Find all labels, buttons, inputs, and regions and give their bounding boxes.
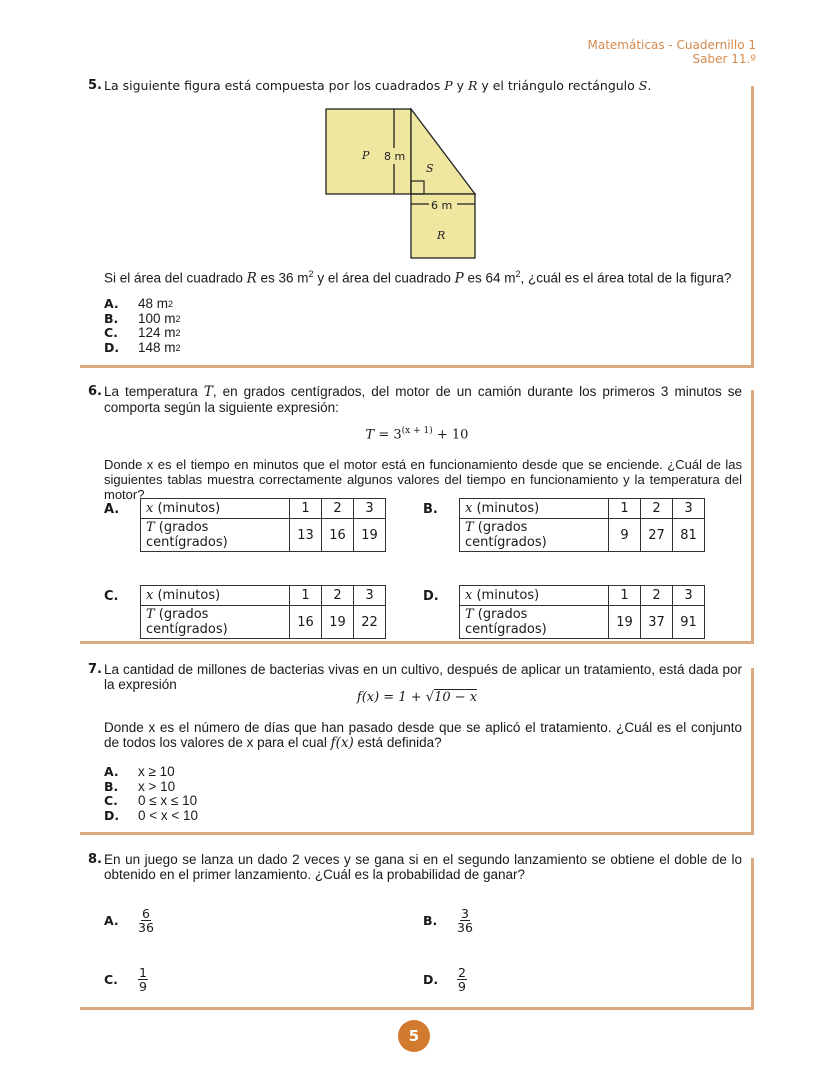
option-d-table[interactable]: x (minutos) 1 2 3 T (grados centígrados) 19 37 91: [459, 585, 705, 639]
option-a[interactable]: A. x ≥ 10: [104, 764, 175, 779]
fraction: $\frac{1}{9}$: [139, 965, 147, 994]
composite-figure: [325, 108, 480, 260]
answer-options: [104, 297, 181, 355]
question-number: 8.: [88, 852, 102, 867]
option-a-table[interactable]: x (minutos) 1 2 3 T (grados centígrados) 13 16 19: [140, 498, 386, 552]
option-c-table[interactable]: x (minutos) 1 2 3 T (grados centígrados) 16 19 22: [140, 585, 386, 639]
question-stem: En un juego se lanza un dado 2 veces y se gana si en el segundo lanzamiento se obtiene el doble de lo obtenido en el primer lanzamiento. ¿Cuál es la probabilidad de ganar?: [104, 852, 742, 882]
question-7: [80, 660, 754, 835]
fraction: $\frac{3}{36}$: [457, 906, 473, 935]
question-number: 7.: [88, 662, 102, 677]
label-p: P: [362, 149, 370, 162]
answer-options: [104, 765, 198, 823]
question-number: 5.: [88, 78, 102, 93]
option-c-label: C.: [104, 589, 119, 604]
label-s: S: [426, 162, 434, 175]
question-5: [80, 76, 754, 368]
option-a[interactable]: A. 48 m 2: [104, 296, 174, 311]
question-prompt: Donde x es el número de días que han pasado desde que se aplicó el tratamiento. ¿Cuál es el conjunto de todos los valores de x para el cual f(x) está definida?: [104, 720, 742, 751]
question-number: 6.: [88, 384, 102, 399]
option-b[interactable]: B. $\frac{3}{36}$: [423, 906, 473, 935]
option-a[interactable]: A. $\frac{6}{36}$: [104, 906, 154, 935]
label-r: R: [437, 229, 446, 242]
option-d[interactable]: D. 0 < x < 10: [104, 807, 199, 823]
option-b-table[interactable]: x (minutos) 1 2 3 T (grados centígrados) 9 27 81: [459, 498, 705, 552]
option-d[interactable]: D. $\frac{2}{9}$: [423, 965, 466, 994]
page-number-badge: 5: [398, 1020, 430, 1052]
option-a-label: A.: [104, 502, 120, 517]
label-8m: 8 m: [384, 150, 406, 163]
fraction: $\frac{2}{9}$: [458, 965, 466, 994]
temperature-formula: $T = 3^{(x + 1)} + 10$: [365, 426, 469, 443]
question-stem: La siguiente figura está compuesta por los cuadrados P y R y el triángulo rectángulo S.: [104, 78, 652, 93]
option-c[interactable]: C. 0 ≤ x ≤ 10: [104, 793, 198, 808]
header-subject: Matemáticas - Cuadernillo 1: [587, 38, 756, 52]
question-8: [80, 850, 754, 1010]
label-6m: 6 m: [431, 199, 453, 212]
bacteria-formula: f(x) = 1 + √10 − x: [356, 690, 478, 705]
fraction: $\frac{6}{36}$: [138, 906, 154, 935]
question-prompt: Donde x es el tiempo en minutos que el motor está en funcionamiento desde que se enciende. ¿Cuál de las siguientes tablas muestra correctamente algunos valores del tiempo en funcionamiento y la temperatura del motor?: [104, 457, 742, 502]
option-c[interactable]: C. $\frac{1}{9}$: [104, 965, 147, 994]
page-header: [588, 38, 757, 66]
question-prompt: Si el área del cuadrado R es 36 $m^2$ y el área del cuadrado P es 64 $m^2$, ¿cuál es el área total de la figura?: [104, 269, 732, 287]
question-stem: La cantidad de millones de bacterias vivas en un cultivo, después de aplicar un tratamiento, está dada por la expresión: [104, 662, 742, 692]
question-stem: La temperatura T, en grados centígrados, del motor de un camión durante los primeros 3 minutos se comporta según la siguiente expresión:: [104, 384, 742, 415]
option-c[interactable]: C. 124 m 2: [104, 325, 181, 340]
question-6: [80, 382, 754, 644]
header-exam: Saber 11.º: [692, 52, 756, 66]
option-d-label: D.: [423, 589, 439, 604]
option-d[interactable]: D. 148 m 2: [104, 339, 181, 355]
option-b[interactable]: B. x > 10: [104, 778, 176, 794]
option-b-label: B.: [423, 502, 438, 517]
option-b[interactable]: B. 100 m 2: [104, 310, 181, 326]
